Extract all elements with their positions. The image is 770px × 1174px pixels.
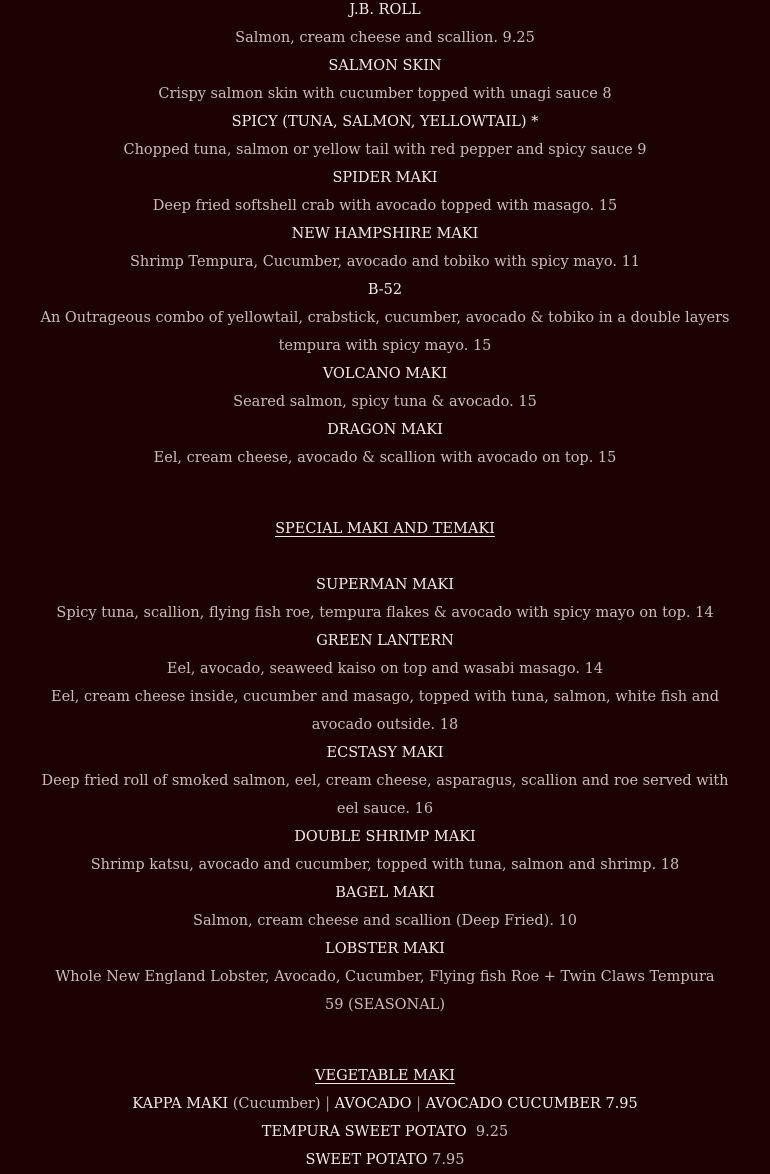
- menu-item-name: SUPERMAN MAKI: [316, 577, 454, 593]
- menu-item-description: Salmon, cream cheese and scallion. 9.25: [235, 30, 535, 46]
- menu-item-description: An Outrageous combo of yellowtail, crabstick, cucumber, avocado & tobiko in a double layers tempura with spicy mayo. 15: [40, 310, 730, 354]
- menu-item-description: Seared salmon, spicy tuna & avocado. 15: [233, 394, 537, 410]
- menu-item-name: BAGEL MAKI: [335, 885, 435, 901]
- menu-item-description: Whole New England Lobster, Avocado, Cucumber, Flying fish Roe + Twin Claws Tempura 59 (SEASONAL): [55, 969, 715, 1013]
- separator: |: [325, 1096, 330, 1112]
- section-heading: SPECIAL MAKI AND TEMAKI: [275, 521, 495, 537]
- menu-item-name: AVOCADO: [334, 1096, 412, 1112]
- menu-item-name: DOUBLE SHRIMP MAKI: [294, 829, 476, 845]
- menu-item-description: Crispy salmon skin with cucumber topped with unagi sauce 8: [158, 86, 612, 102]
- menu-item-name: LOBSTER MAKI: [325, 941, 445, 957]
- menu-item-note: (Cucumber): [232, 1096, 321, 1112]
- menu-item-name: DRAGON MAKI: [327, 422, 443, 438]
- menu-item-description: Deep fried softshell crab with avocado topped with masago. 15: [152, 198, 618, 214]
- menu-item-description: Shrimp Tempura, Cucumber, avocado and tobiko with spicy mayo. 11: [129, 254, 641, 270]
- menu-item-description: Eel, avocado, seaweed kaiso on top and wasabi masago. 14: [166, 661, 604, 677]
- menu-item-name: GREEN LANTERN: [316, 633, 454, 649]
- menu-item-name: B-52: [367, 282, 403, 298]
- menu-item-description: Shrimp katsu, avocado and cucumber, topped with tuna, salmon and shrimp. 18: [90, 857, 680, 873]
- menu-item-description: Salmon, cream cheese and scallion (Deep Fried). 10: [193, 913, 577, 929]
- menu-item-description: Eel, cream cheese inside, cucumber and masago, topped with tuna, salmon, white fish and avocado outside. 18: [51, 689, 719, 733]
- menu-item-name: ECSTASY MAKI: [326, 745, 444, 761]
- vegetable-row: [0, 1090, 770, 1118]
- vegetable-row: [0, 1146, 770, 1174]
- menu-item-name: NEW HAMPSHIRE MAKI: [291, 226, 479, 242]
- separator: |: [416, 1096, 422, 1112]
- menu-item-name: KAPPA MAKI: [132, 1096, 229, 1112]
- classic-maki-list: [0, 0, 770, 472]
- special-maki-section: [0, 515, 770, 1019]
- menu-item-price: 9.25: [475, 1124, 509, 1140]
- menu-item-description: Deep fried roll of smoked salmon, eel, cream cheese, asparagus, scallion and roe served with eel sauce. 16: [41, 773, 729, 817]
- menu-item-description: Chopped tuna, salmon or yellow tail with red pepper and spicy sauce 9: [123, 142, 647, 158]
- menu-item-name: SWEET POTATO: [305, 1152, 428, 1168]
- menu-item-name: SPICY (TUNA, SALMON, YELLOWTAIL) *: [231, 114, 539, 130]
- vegetable-maki-section: [0, 1062, 770, 1174]
- menu-item-name: VOLCANO MAKI: [322, 366, 448, 382]
- menu-item-description: Eel, cream cheese, avocado & scallion with avocado on top. 15: [153, 450, 617, 466]
- menu-item-name: AVOCADO CUCUMBER 7.95: [425, 1096, 638, 1112]
- menu-item-description: Spicy tuna, scallion, flying fish roe, tempura flakes & avocado with spicy mayo on top. 14: [56, 605, 714, 621]
- vegetable-row: [0, 1118, 770, 1146]
- section-heading: VEGETABLE MAKI: [315, 1068, 455, 1084]
- menu-item-name: TEMPURA SWEET POTATO: [261, 1124, 467, 1140]
- menu-item-name: SALMON SKIN: [328, 58, 442, 74]
- menu-item-name: SPIDER MAKI: [332, 170, 438, 186]
- menu-item-price: 7.95: [432, 1152, 465, 1168]
- menu-item-name: J.B. ROLL: [349, 2, 421, 18]
